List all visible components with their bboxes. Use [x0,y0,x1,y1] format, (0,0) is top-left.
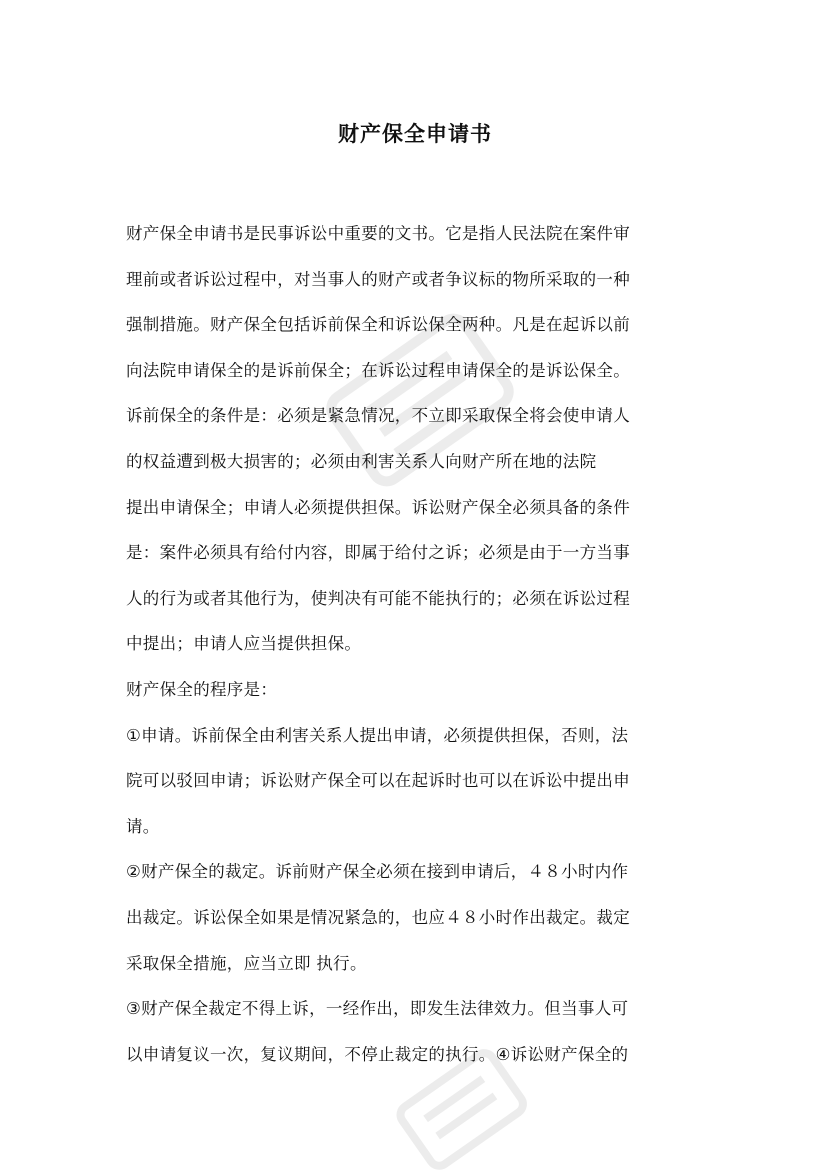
body-text-line: 人的行为或者其他行为，使判决有可能不能执行的；必须在诉讼过程 [126,588,630,608]
body-text-line: 向法院申请保全的是诉前保全；在诉讼过程申请保全的是诉讼保全。 [126,360,630,380]
body-text-line: ②财产保全的裁定。诉前财产保全必须在接到申请后，４８小时内作 [126,862,629,882]
body-text-line: 请。 [126,816,160,836]
body-text-line: 提出申请保全；申请人必须提供担保。诉讼财产保全必须具备的条件 [126,497,630,517]
document-title: 财产保全申请书 [338,122,492,146]
body-text-line: ③财产保全裁定不得上诉，一经作出，即发生法律效力。但当事人可 [126,999,629,1019]
body-text-line: 强制措施。财产保全包括诉前保全和诉讼保全两种。凡是在起诉以前 [126,315,630,335]
body-text-line: 财产保全申请书是民事诉讼中重要的文书。它是指人民法院在案件审 [126,224,630,243]
body-text-line: 中提出；申请人应当提供担保。 [126,634,362,654]
body-text-line: 是：案件必须具有给付内容，即属于给付之诉；必须是由于一方当事 [126,543,630,563]
body-text-line: 以申请复议一次，复议期间，不停止裁定的执行。④诉讼财产保全的 [126,1044,629,1064]
body-text-line: ①申请。诉前保全由利害关系人提出申请，必须提供担保，否则，法 [126,725,629,745]
body-text-line: 采取保全措施，应当立即 执行。 [126,953,367,973]
body-text-line: 诉前保全的条件是：必须是紧急情况，不立即采取保全将会使申请人 [126,406,630,426]
body-text-line: 理前或者诉讼过程中，对当事人的财产或者争议标的物所采取的一种 [126,269,630,289]
body-text-line: 的权益遭到极大损害的；必须由利害关系人向财产所在地的法院 [126,452,597,471]
body-text-line: 院可以驳回申请；诉讼财产保全可以在起诉时也可以在诉讼中提出申 [126,771,630,791]
body-text-line: 出裁定。诉讼保全如果是情况紧急的，也应４８小时作出裁定。裁定 [126,908,630,927]
body-text-line: 财产保全的程序是： [126,680,278,699]
